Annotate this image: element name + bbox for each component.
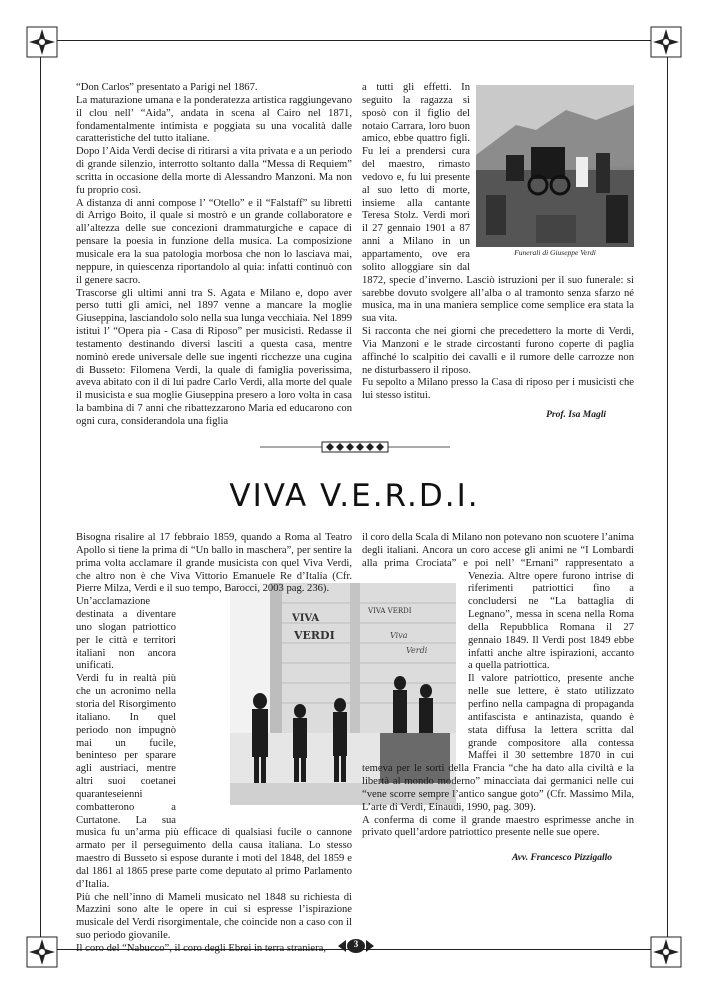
article1-paragraph: Dopo l’Aida Verdi decise di ritirarsi a vita privata e a un periodo di grande silenzio, interrotto soltanto dalla “Messa di Requiem” scritta in occasione della morte di Alessandro Manzoni. Ma non fu proprio così. (76, 146, 352, 196)
article2-paragraph: Verdi fu in realtà più che un acronimo nella storia del Risorgimento italiano. In quel periodo non impugnò mai un fucile, beninteso per sparare agli austriaci, mentre altri suoi coetanei quaranteseienni combatterono a Curtatone. La sua musica fu un’arma più efficace di qualsiasi fucile o cannone armato per il perseguimento della causa italiana. Lo stesso maestro di Busseto si espose durante i moti del 1848, del 1859 e dal 1861 al 1865 prese parte come deputato al primo Parlamento d’Italia. (76, 673, 352, 890)
article2-paragraph: Il coro del “Nabucco”, il coro degli Ebrei in terra straniera, (76, 943, 327, 954)
article2-author: Avv. Francesco Pizzigallo (511, 853, 612, 864)
article2-paragraph: Un’acclamazione destinata a diventare uno slogan patriottico per le città e territori italiani non ancora unificati. (76, 596, 176, 672)
article1-paragraph: a tutti gli effetti. In seguito la ragazza si sposò con il figlio del notaio Carrara, loro buon amico, ebbe quattro figli. Fu lei a prendersi cura del maestro, rimasto vedovo e, fu lui presente al suo letto di morte, insieme alla cantante Teresa Stolz. Verdi morì il 27 gennaio 1901 a 87 anni a Milano in un appartamento, ove era solito alloggiare sin dal 1872, specie d’inverno. Lasciò istruzioni per il suo funerale: si sarebbe dovuto svolgere all’alba o al tramonto senza sfarzo né musica, ma in una maniera semplice come semplice era stata la sua vita. (362, 82, 634, 325)
article1-paragraph: “Don Carlos” presentato a Parigi nel 1867. (76, 82, 258, 93)
article2-paragraph: Il valore patriottico, presente anche nelle sue lettere, è stato utilizzato perfino nella campagna di propaganda antifascista e antinazista, quando è stata diffusa la lettera scritta dal grande compositore alla contessa Maffei il 30 settembre 1870 in cui temeva per le sorti della Francia “che ha dato alla civiltà e la libertà al mondo moderno” minacciata dai germanici nelle cui “vene scorre sempre l’antico sangue goto” (Cfr. Massimo Mila, L’arte di Verdi, Einaudi, 1990, pag. 309). (362, 673, 634, 813)
engraving-spacer (362, 571, 462, 752)
funeral-photo-figure (476, 85, 634, 260)
article1-right-column (362, 82, 634, 422)
article2-left-column (76, 532, 352, 956)
article1-paragraph: Si racconta che nei giorni che precedettero la morte di Verdi, Via Manzoni e le strade circostanti furono coperte di paglia affinché lo scalpitio dei cavalli e il rumore delle carrozze non ne disturbassero il riposo. (362, 326, 634, 376)
article1-paragraph: Trascorse gli ultimi anni tra S. Agata e Milano e, dopo aver perso tutti gli amici, nel 1897 venne a mancare la moglie Giuseppina, lasciandolo solo nella sua lunga vecchiaia. Nel 1899 istituì l’ “Opera pia - Casa di Riposo” per musicisti. Redasse il testamento destinando diversi lasciti a questa casa, mentre nominò erede universale delle sue ingenti ricchezze una cugina di Busseto: Filomena Verdi, la quale di famiglia poverissima, aveva abitato con il di lui padre Carlo Verdi, alla morte del quale il musicista e sua moglie Giuseppina presero a loro volta in casa la bambina di 7 anni che ribattezzarono Maria ed educarono con ogni cura, considerandola una figlia (76, 287, 352, 427)
article1-paragraph: A distanza di anni compose l’ “Otello” e il “Falstaff” su libretti di Arrigo Boito, il quale si mostrò e un grande collaboratore e all’altezza delle sue concezioni drammaturgiche e capace di pensare la poesia in funzione della musica. La composizione musicale era la sua patologia morbosa che non lo lasciava mai, neppure, in quiescenza riportandolo al quia: infatti continuò con il genere sacro. (76, 197, 352, 286)
article2-paragraph: il coro della Scala di Milano non potevano non scuotere l’anima degli italiani. Ancora un coro accese gli animi ne “I Lombardi alla prima Crociata” e poi nell’ “Ernani” rappresentato a Venezia. Altre opere furono intrise di riferimenti patriottici fino a concludersi ne “La battaglia di Legnano”, messa in scena nella Roma della Repubblica Romana il 27 gennaio 1849. Il Verdi post 1849 ebbe infatti anche altre ispirazioni, accanto a quella patriottica. (362, 532, 634, 672)
article2-paragraph: Bisogna risalire al 17 febbraio 1859, quando a Roma al Teatro Apollo si tiene la prima di “Un ballo in maschera”, per sentire la prima volta acclamare il grande musicista con quel Viva Verdi, che altro non è che Viva Vittorio Emanuele Re d’Italia (Cfr. Pierre Milza, Verdi e il suo tempo, Barocci, 2003 pag. 236). (76, 532, 352, 595)
corner-ornament-top-right (650, 26, 682, 58)
article2-paragraph: Più che nell’inno di Mameli musicato nel 1848 su richiesta di Mazzini sono alte le opere in cui si espresse l’ispirazione musicale del Verdi risorgimentale, che coincide non a caso con il suo periodo giovanile. (76, 891, 352, 942)
graffiti-text: Verdi (406, 646, 428, 655)
article2-title: VIVA V.E.R.D.I. (229, 478, 480, 514)
article2-right-column (362, 532, 634, 865)
corner-ornament-bottom-right (650, 936, 682, 968)
corner-ornament-top-left (26, 26, 58, 58)
engraving-spacer (182, 596, 352, 816)
article1-author: Prof. Isa Magli (546, 410, 606, 421)
corner-ornament-bottom-left (26, 936, 58, 968)
page-number: 3 (353, 939, 359, 949)
article2-paragraph: A conferma di come il grande maestro esprimesse anche in privato quell’ardore patriottico presente nelle sue opere. (362, 814, 634, 839)
graffiti-text: VERDI (294, 629, 335, 642)
funeral-photo-caption: Funerali di Giuseppe Verdi (514, 248, 596, 257)
graffiti-text: VIVA (292, 613, 320, 624)
article1-paragraph: Fu sepolto a Milano presso la Casa di riposo per i musicisti che lui stesso istituì. (362, 377, 634, 402)
article1-left-column (76, 82, 352, 429)
article1-paragraph: La maturazione umana e la ponderatezza artistica raggiungevano il clou nell’ “Aida”, andata in scena al Cairo nel 1871, fondamentalmente intimista e poggiata su una vocalità dalle caratteristiche del tutto italiane. (76, 94, 352, 145)
funeral-photo (476, 85, 634, 247)
graffiti-text: Viva (390, 631, 408, 640)
ornamental-divider (260, 441, 450, 453)
graffiti-text: VIVA VERDI (368, 607, 412, 615)
